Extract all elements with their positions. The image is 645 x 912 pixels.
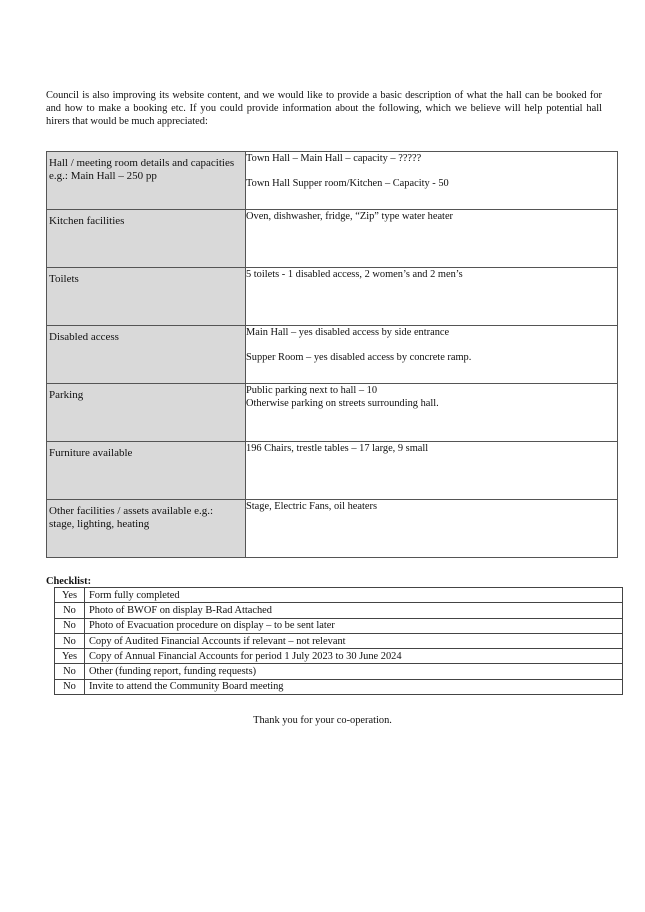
- checklist-title: Checklist:: [46, 576, 92, 587]
- table-row: [47, 152, 618, 210]
- table-row: [47, 500, 618, 558]
- row-label: Hall / meeting room details and capacities e.g.: Main Hall – 250 pp: [49, 157, 235, 182]
- checklist-answer: No: [55, 664, 85, 679]
- checklist-answer: No: [55, 603, 85, 618]
- checklist-row: [55, 649, 623, 664]
- checklist-row: [55, 633, 623, 648]
- table-row: [47, 210, 618, 268]
- row-value: 5 toilets - 1 disabled access, 2 women’s and 2 men’s: [246, 268, 618, 326]
- checklist-item: Photo of Evacuation procedure on display – to be sent later: [85, 618, 623, 633]
- row-label-cell: [47, 442, 246, 500]
- checklist-table: [54, 587, 623, 695]
- table-row: [47, 384, 618, 442]
- checklist-item: Copy of Annual Financial Accounts for period 1 July 2023 to 30 June 2024: [85, 649, 623, 664]
- checklist-row: [55, 618, 623, 633]
- checklist-row: [55, 679, 623, 694]
- checklist-row: [55, 588, 623, 603]
- checklist-item: Other (funding report, funding requests): [85, 664, 623, 679]
- row-label: Parking: [49, 389, 84, 401]
- row-label: Toilets: [49, 273, 79, 285]
- row-value: 196 Chairs, trestle tables – 17 large, 9 small: [246, 442, 618, 500]
- row-label: Kitchen facilities: [49, 215, 125, 227]
- table-row: [47, 442, 618, 500]
- checklist-answer: No: [55, 679, 85, 694]
- row-label-cell: [47, 210, 246, 268]
- table-row: [47, 326, 618, 384]
- checklist-answer: No: [55, 618, 85, 633]
- row-value: Public parking next to hall – 10 Otherwise parking on streets surrounding hall.: [246, 384, 618, 442]
- row-label-cell: [47, 152, 246, 210]
- row-label-cell: [47, 500, 246, 558]
- row-label: Furniture available: [49, 447, 133, 459]
- facilities-table: [46, 151, 618, 558]
- checklist-row: [55, 664, 623, 679]
- checklist-answer: Yes: [55, 649, 85, 664]
- row-label-cell: [47, 384, 246, 442]
- checklist-item: Photo of BWOF on display B-Rad Attached: [85, 603, 623, 618]
- row-label: Other facilities / assets available e.g.: stage, lighting, heating: [49, 505, 214, 530]
- row-value: Oven, dishwasher, fridge, “Zip” type water heater: [246, 210, 618, 268]
- row-value: Main Hall – yes disabled access by side entrance Supper Room – yes disabled access by concrete ramp.: [246, 326, 618, 384]
- checklist-item: Copy of Audited Financial Accounts if relevant – not relevant: [85, 633, 623, 648]
- row-value: Town Hall – Main Hall – capacity – ????? Town Hall Supper room/Kitchen – Capacity - 50: [246, 152, 618, 210]
- table-row: [47, 268, 618, 326]
- thank-you-note: Thank you for your co-operation.: [253, 715, 392, 726]
- intro-paragraph: Council is also improving its website content, and we would like to provide a basic description of what the hall can be booked for and how to make a booking etc. If you could provide information about the following, which we believe will help potential hall hirers that would be much appreciated:: [46, 90, 602, 127]
- row-label-cell: [47, 326, 246, 384]
- checklist-item: Form fully completed: [85, 588, 623, 603]
- checklist-answer: No: [55, 633, 85, 648]
- row-value: Stage, Electric Fans, oil heaters: [246, 500, 618, 558]
- checklist-row: [55, 603, 623, 618]
- checklist-answer: Yes: [55, 588, 85, 603]
- checklist-item: Invite to attend the Community Board meeting: [85, 679, 623, 694]
- row-label-cell: [47, 268, 246, 326]
- row-label: Disabled access: [49, 331, 119, 343]
